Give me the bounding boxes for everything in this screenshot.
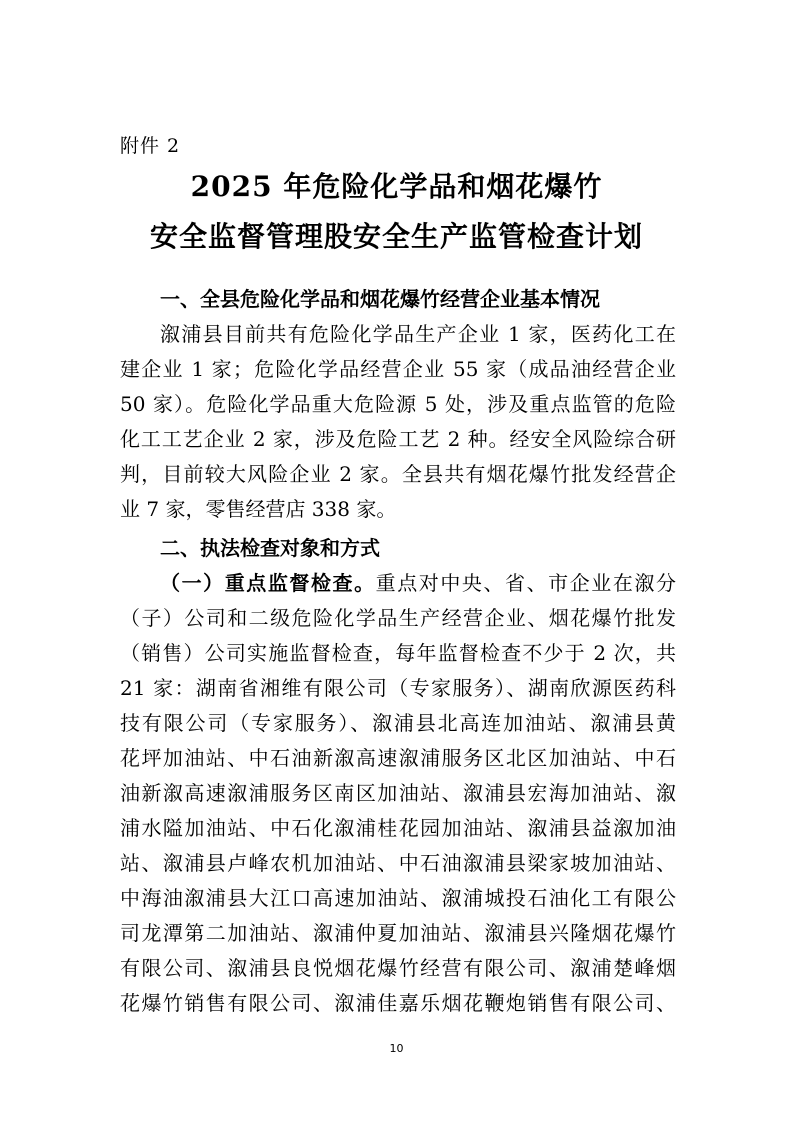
subsection-1-first-line-text: 重点对中央、省、市企业在溆分 (375, 571, 677, 595)
section-1-line: 业 7 家，零售经营店 338 家。 (120, 497, 397, 521)
subsection-1-line: 中海油溆浦县大江口高速加油站、溆浦城投石油化工有限公 (120, 886, 676, 910)
subsection-1-line: （子）公司和二级危险化学品生产经营企业、烟花爆竹批发 (120, 606, 676, 630)
section-2-heading: 二、执法检查对象和方式 (160, 536, 380, 560)
section-1-line: 建企业 1 家；危险化学品经营企业 55 家（成品油经营企业 (120, 357, 676, 381)
section-1-heading: 一、全县危险化学品和烟花爆竹经营企业基本情况 (160, 287, 600, 311)
subsection-1-line: 油新溆高速溆浦服务区南区加油站、溆浦县宏海加油站、溆 (120, 781, 676, 805)
section-1-line: 化工工艺企业 2 家，涉及危险工艺 2 种。经安全风险综合研 (120, 427, 676, 451)
subsection-1-line: 技有限公司（专家服务）、溆浦县北高连加油站、溆浦县黄 (120, 711, 676, 735)
subsection-1-label: （一）重点监督检查。 (160, 571, 376, 595)
subsection-1-line: 站、溆浦县卢峰农机加油站、中石油溆浦县梁家坡加油站、 (120, 851, 676, 875)
section-1-line: 溆浦县目前共有危险化学品生产企业 1 家，医药化工在 (160, 322, 676, 346)
document-title-line-1: 2025 年危险化学品和烟花爆竹 (190, 170, 603, 203)
subsection-1-line: 花坪加油站、中石油新溆高速溆浦服务区北区加油站、中石 (120, 746, 676, 770)
page-number: 10 (389, 1042, 404, 1055)
subsection-1-first-line (160, 569, 676, 597)
section-1-line: 判，目前较大风险企业 2 家。全县共有烟花爆竹批发经营企 (120, 462, 676, 486)
document-title-line-2: 安全监督管理股安全生产监管检查计划 (149, 220, 643, 253)
subsection-1-line: 司龙潭第二加油站、溆浦仲夏加油站、溆浦县兴隆烟花爆竹 (120, 921, 676, 945)
subsection-1-line: 有限公司、溆浦县良悦烟花爆竹经营有限公司、溆浦楚峰烟 (120, 956, 676, 980)
subsection-1-line: （销售）公司实施监督检查，每年监督检查不少于 2 次，共 (120, 641, 676, 665)
subsection-1-line: 21 家：湖南省湘维有限公司（专家服务）、湖南欣源医药科 (120, 676, 676, 700)
subsection-1-line: 花爆竹销售有限公司、溆浦佳嘉乐烟花鞭炮销售有限公司、 (120, 991, 676, 1015)
section-1-line: 50 家）。危险化学品重大危险源 5 处，涉及重点监管的危险 (120, 392, 676, 416)
annex-label: 附件 2 (120, 135, 181, 157)
subsection-1-line: 浦水隘加油站、中石化溆浦桂花园加油站、溆浦县益溆加油 (120, 816, 676, 840)
